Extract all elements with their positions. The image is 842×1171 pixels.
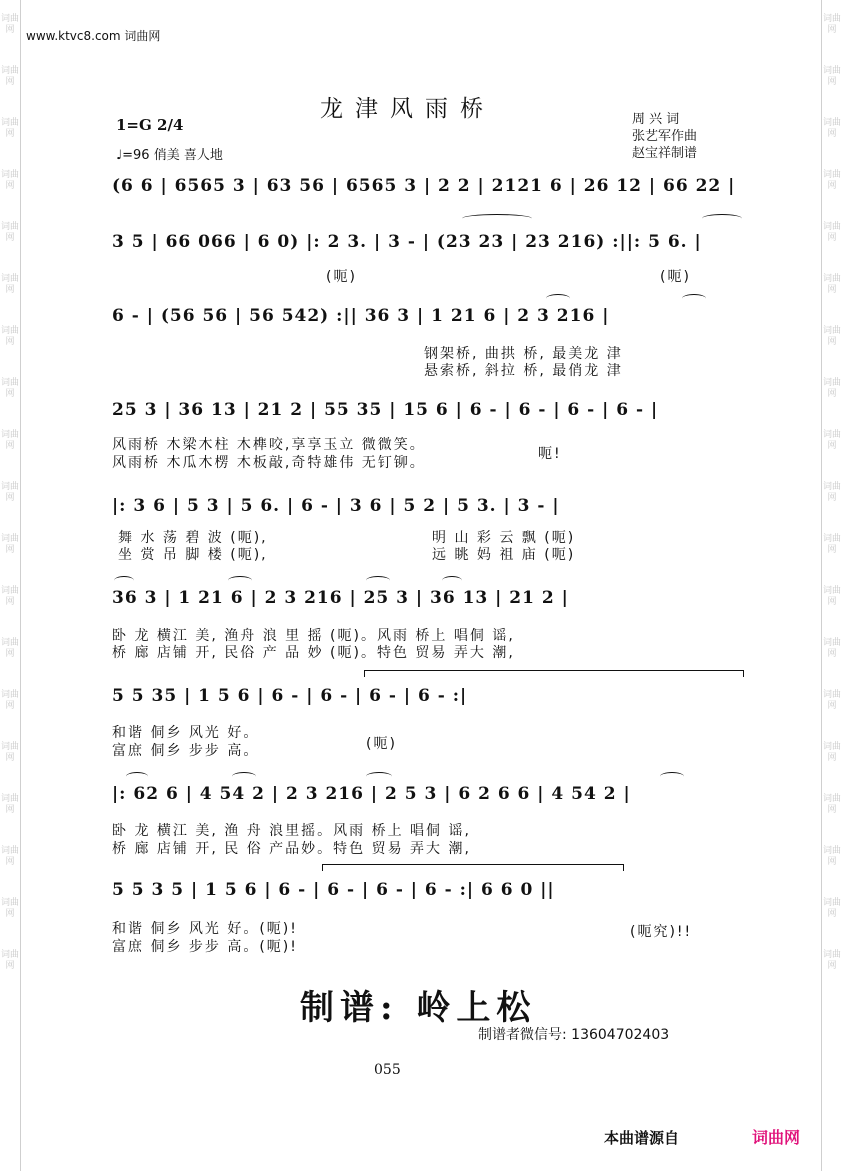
notation-line: 6 - | (56 56 | 56 542) :|| 36 3 | 1 21 6 | 2 3 216 |	[112, 306, 610, 326]
slur-mark	[546, 294, 570, 303]
notation-line: 36 3 | 1 21 6 | 2 3 216 | 25 3 | 36 13 | 21 2 |	[112, 588, 569, 608]
watermark-text: 词曲网	[822, 274, 841, 295]
credit-composer: 张艺军作曲	[632, 129, 698, 144]
watermark-text: 词曲网	[0, 482, 19, 503]
lyric-line: (呃)	[366, 736, 397, 752]
slur-mark	[682, 294, 706, 303]
lyric-line: 风雨桥 木梁木柱 木榫咬,享享玉立 微微笑。	[112, 437, 426, 453]
song-title: 龙津风雨桥	[320, 96, 495, 122]
watermark-text: 词曲网	[0, 222, 19, 243]
source-brand-link[interactable]: 词曲网	[752, 1128, 801, 1147]
lyric-line: 富庶 侗乡 步步 高。(呃)!	[112, 939, 298, 955]
slur-mark	[442, 576, 462, 585]
watermark-text: 词曲网	[0, 898, 19, 919]
notation-line: (6 6 | 6565 3 | 63 56 | 6565 3 | 2 2 | 2121 6 | 26 12 | 66 22 |	[112, 176, 736, 196]
watermark-text: 词曲网	[0, 794, 19, 815]
lyric-line: 和谐 侗乡 风光 好。(呃)!	[112, 921, 298, 937]
left-watermark-strip	[0, 0, 21, 1171]
score-row-6	[112, 588, 742, 618]
watermark-text: 词曲网	[0, 274, 19, 295]
site-url[interactable]: www.ktvc8.com 词曲网	[26, 29, 161, 43]
notation-line: 25 3 | 36 13 | 21 2 | 55 35 | 15 6 | 6 - | 6 - | 6 - | 6 - |	[112, 400, 659, 420]
watermark-text: 词曲网	[822, 534, 841, 555]
score-row-9	[112, 880, 742, 910]
lyric-line: 明 山 彩 云 飘 (呃)	[432, 530, 576, 546]
lyric-line: 风雨桥 木瓜木楞 木板敲,奇特雄伟 无钉铆。	[112, 455, 426, 471]
lyric-line: 坐 赏 吊 脚 楼 (呃),	[118, 547, 268, 563]
notation-line: |: 62 6 | 4 54 2 | 2 3 216 | 2 5 3 | 6 2 6 6 | 4 54 2 |	[112, 784, 631, 804]
lyric-line: 富庶 侗乡 步步 高。	[112, 743, 260, 759]
lyric-line: 和谐 侗乡 风光 好。	[112, 725, 260, 741]
watermark-text: 词曲网	[822, 170, 841, 191]
score-row-3	[112, 306, 742, 336]
watermark-text: 词曲网	[0, 742, 19, 763]
slur-mark	[462, 214, 532, 223]
watermark-text: 词曲网	[822, 950, 841, 971]
lyric-line: 卧 龙 横江 美, 渔 舟 浪里摇。风雨 桥上 唱侗 谣,	[112, 823, 471, 839]
watermark-text: 词曲网	[822, 742, 841, 763]
watermark-text: 词曲网	[0, 846, 19, 867]
watermark-text: 词曲网	[0, 170, 19, 191]
lyric-line: 悬索桥, 斜拉 桥, 最俏龙 津	[424, 363, 623, 379]
lyric-line: (呃究)!!	[630, 924, 693, 940]
source-label: 本曲谱源自	[604, 1129, 680, 1147]
slur-mark	[366, 772, 392, 781]
lyric-line: 呃!	[538, 446, 562, 462]
watermark-text: 词曲网	[822, 586, 841, 607]
watermark-text: 词曲网	[822, 430, 841, 451]
slur-mark	[228, 576, 252, 585]
score-row-5	[112, 496, 742, 526]
slur-mark	[660, 772, 684, 781]
score-row-2	[112, 232, 742, 262]
lyric-line: 远 眺 妈 祖 庙 (呃)	[432, 547, 576, 563]
volta-bracket	[322, 864, 624, 871]
notation-line: 3 5 | 66 066 | 6 0) |: 2 3. | 3 - | (23 23 | 23 216) :||: 5 6. |	[112, 232, 702, 252]
credit-transcriber: 赵宝祥制谱	[632, 146, 698, 161]
notation-line: 5 5 3 5 | 1 5 6 | 6 - | 6 - | 6 - | 6 - :| 6 6 0 ||	[112, 880, 555, 900]
watermark-text: 词曲网	[0, 690, 19, 711]
lyric-line: 舞 水 荡 碧 波 (呃),	[118, 530, 268, 546]
watermark-text: 词曲网	[822, 482, 841, 503]
notation-line: 5 5 35 | 1 5 6 | 6 - | 6 - | 6 - | 6 - :|	[112, 686, 468, 706]
watermark-text: 词曲网	[0, 638, 19, 659]
watermark-text: 词曲网	[822, 222, 841, 243]
watermark-text: 词曲网	[0, 534, 19, 555]
watermark-text: 词曲网	[822, 898, 841, 919]
watermark-text: 词曲网	[0, 430, 19, 451]
lyric-line: 卧 龙 横江 美, 渔舟 浪 里 摇 (呃)。风雨 桥上 唱侗 谣,	[112, 628, 515, 644]
lyric-line: 钢架桥, 曲拱 桥, 最美龙 津	[424, 346, 623, 362]
watermark-text: 词曲网	[822, 378, 841, 399]
watermark-text: 词曲网	[822, 846, 841, 867]
notation-line: |: 3 6 | 5 3 | 5 6. | 6 - | 3 6 | 5 2 | 5 3. | 3 - |	[112, 496, 560, 516]
watermark-text: 词曲网	[0, 586, 19, 607]
score-row-1	[112, 176, 742, 206]
right-watermark-strip	[821, 0, 842, 1171]
watermark-text: 词曲网	[822, 326, 841, 347]
watermark-text: 词曲网	[822, 14, 841, 35]
transcriber-signature: 制谱: 岭上松	[300, 988, 537, 1028]
lyric-line: 桥 廊 店铺 开, 民 俗 产品妙。特色 贸易 弄大 潮,	[112, 841, 471, 857]
watermark-text: 词曲网	[0, 378, 19, 399]
lyric-line: (呃)	[326, 269, 357, 285]
tempo-marking: ♩=96 俏美 喜人地	[116, 148, 223, 163]
credit-lyricist: 周 兴 词	[632, 112, 680, 127]
slur-mark	[232, 772, 256, 781]
watermark-text: 词曲网	[0, 14, 19, 35]
slur-mark	[366, 576, 390, 585]
lyric-line: 桥 廊 店铺 开, 民俗 产 品 妙 (呃)。特色 贸易 弄大 潮,	[112, 645, 515, 661]
slur-mark	[114, 576, 134, 585]
lyric-line: (呃)	[660, 269, 691, 285]
score-row-8	[112, 784, 742, 814]
watermark-text: 词曲网	[822, 66, 841, 87]
watermark-text: 词曲网	[0, 950, 19, 971]
watermark-text: 词曲网	[0, 326, 19, 347]
key-signature: 1=G 2/4	[116, 116, 184, 134]
watermark-text: 词曲网	[822, 638, 841, 659]
page-number: 055	[374, 1062, 401, 1078]
watermark-text: 词曲网	[822, 690, 841, 711]
volta-bracket	[364, 670, 744, 677]
score-row-4	[112, 400, 742, 430]
watermark-text: 词曲网	[0, 118, 19, 139]
score-row-7	[112, 686, 742, 716]
watermark-text: 词曲网	[822, 118, 841, 139]
transcriber-wechat: 制谱者微信号: 13604702403	[478, 1027, 670, 1043]
watermark-text: 词曲网	[822, 794, 841, 815]
slur-mark	[702, 214, 742, 223]
slur-mark	[126, 772, 148, 781]
watermark-text: 词曲网	[0, 66, 19, 87]
